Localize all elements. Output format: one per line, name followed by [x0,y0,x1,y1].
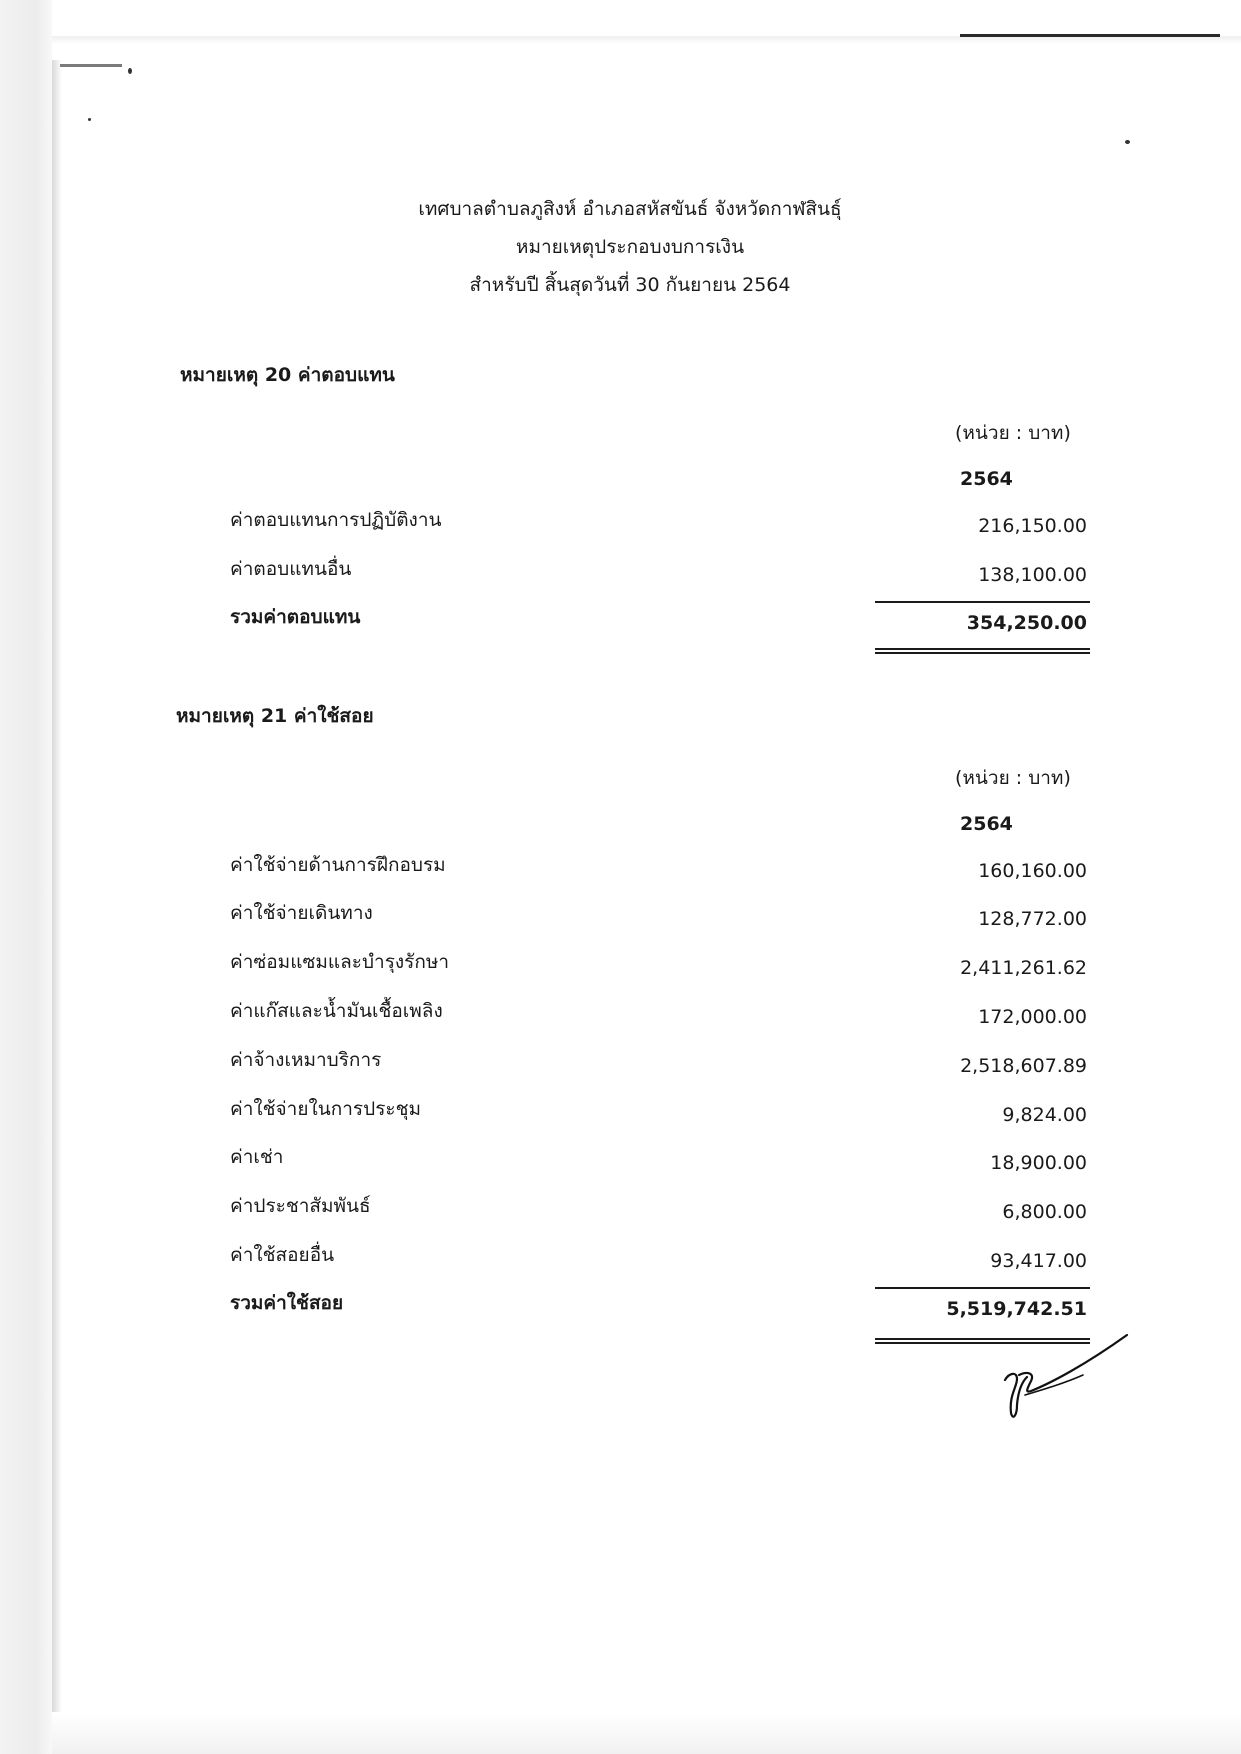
total-value: 354,250.00 [966,612,1087,634]
total-double-rule [875,648,1090,654]
note-20-title: หมายเหตุ 20 ค่าตอบแทน [180,364,395,386]
note-20-row [0,554,1241,594]
note-21-unit: (หน่วย : บาท) [955,767,1071,789]
row-label: ค่าใช้จ่ายในการประชุม [230,1098,422,1120]
scan-speck [88,118,91,121]
total-value: 5,519,742.51 [946,1298,1087,1320]
note-20-row [0,505,1241,545]
row-value: 18,900.00 [990,1152,1087,1174]
scan-speck [128,68,132,74]
row-value: 2,411,261.62 [960,957,1087,979]
note-20-total-row [0,602,1241,642]
note-21-row [0,1094,1241,1134]
row-label: ค่าใช้จ่ายด้านการฝึกอบรม [230,854,446,876]
note-20-unit: (หน่วย : บาท) [955,422,1071,444]
note-21-row [0,850,1241,890]
row-label: ค่าซ่อมแซมและบำรุงรักษา [230,951,450,973]
total-label: รวมค่าตอบแทน [230,606,361,628]
row-label: ค่าตอบแทนการปฏิบัติงาน [230,509,442,531]
row-label: ค่าตอบแทนอื่น [230,558,352,580]
row-label: ค่าประชาสัมพันธ์ [230,1195,371,1217]
row-label: ค่าใช้สอยอื่น [230,1244,335,1266]
row-value: 216,150.00 [978,515,1087,537]
note-21-row [0,1142,1241,1182]
note-21-row [0,898,1241,938]
organization-name: เทศบาลตำบลภูสิงห์ อำเภอสหัสขันธ์ จังหวัดกาฬสินธุ์ [418,198,842,220]
scan-bottom-edge [52,1712,1241,1754]
row-value: 172,000.00 [978,1006,1087,1028]
document-header [300,190,960,304]
row-label: ค่าจ้างเหมาบริการ [230,1049,382,1071]
scan-left-shadow [52,60,62,1720]
row-value: 93,417.00 [990,1250,1087,1272]
total-label: รวมค่าใช้สอย [230,1292,344,1314]
scan-top-edge [52,36,1241,44]
row-value: 2,518,607.89 [960,1055,1087,1077]
note-20-year: 2564 [960,468,1013,490]
scan-corner-mark [60,64,122,67]
note-21-row [0,996,1241,1036]
row-label: ค่าเช่า [230,1146,284,1168]
document-title: หมายเหตุประกอบงบการเงิน [515,236,745,258]
scan-top-line [960,34,1220,37]
row-value: 9,824.00 [1002,1104,1087,1126]
row-value: 6,800.00 [1002,1201,1087,1223]
note-21-row [0,1045,1241,1085]
row-value: 128,772.00 [978,908,1087,930]
row-label: ค่าแก๊สและน้ำมันเชื้อเพลิง [230,1000,443,1022]
row-value: 138,100.00 [978,564,1087,586]
note-21-row [0,947,1241,987]
note-21-total-row [0,1288,1241,1328]
period-line: สำหรับปี สิ้นสุดวันที่ 30 กันยายน 2564 [469,274,791,296]
note-21-row [0,1240,1241,1280]
note-21-title: หมายเหตุ 21 ค่าใช้สอย [176,705,374,727]
note-21-year: 2564 [960,813,1013,835]
signature-mark [995,1325,1145,1435]
row-label: ค่าใช้จ่ายเดินทาง [230,902,373,924]
row-value: 160,160.00 [978,860,1087,882]
note-21-row [0,1191,1241,1231]
scan-speck [1125,140,1130,144]
